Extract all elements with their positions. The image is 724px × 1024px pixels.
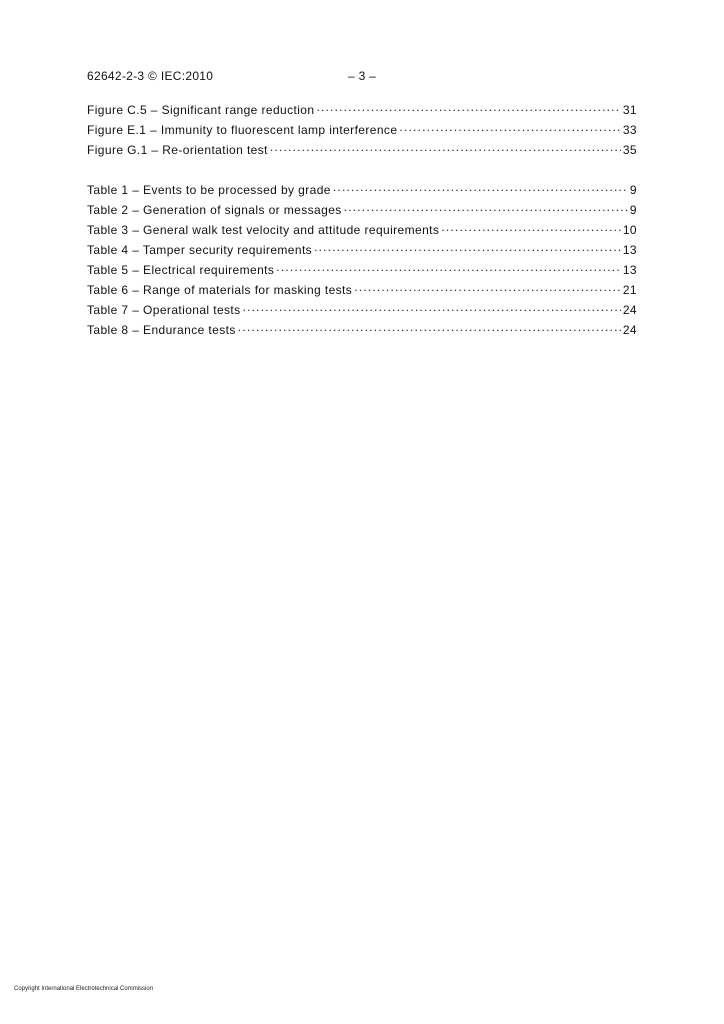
- toc-entry-page: 9: [629, 183, 637, 197]
- toc-entry-table-6[interactable]: [87, 282, 637, 302]
- toc-entry-title: Figure G.1 – Re-orientation test: [87, 143, 268, 157]
- toc-entry-title: Figure C.5 – Significant range reduction: [87, 103, 315, 117]
- dot-leader: [270, 142, 621, 154]
- toc-entry-page: 24: [622, 303, 637, 317]
- dot-leader: [316, 102, 620, 114]
- document-identifier: 62642-2-3 © IEC:2010: [87, 69, 214, 83]
- toc-entry-page: 21: [622, 283, 637, 297]
- toc-entry-page: 31: [622, 103, 637, 117]
- toc-entry-table-2[interactable]: [87, 202, 637, 222]
- toc-entry-page: 24: [622, 323, 637, 337]
- page-number: – 3 –: [348, 69, 377, 83]
- toc-entry-page: 35: [622, 143, 637, 157]
- toc-entry-table-1[interactable]: [87, 182, 637, 202]
- toc-entry-table-4[interactable]: [87, 242, 637, 262]
- toc-entry-table-7[interactable]: [87, 302, 637, 322]
- dot-leader: [238, 322, 621, 334]
- page-header: [87, 69, 637, 85]
- copyright-notice: Copyright International Electrotechnical Commission: [14, 986, 154, 992]
- dot-leader: [344, 202, 628, 214]
- dot-leader: [354, 282, 621, 294]
- toc-entry-title: Table 4 – Tamper security requirements: [87, 243, 313, 257]
- dot-leader: [314, 242, 621, 254]
- toc-entry-title: Table 1 – Events to be processed by grade: [87, 183, 331, 197]
- list-of-tables: [87, 182, 637, 342]
- toc-entry-page: 33: [622, 123, 637, 137]
- toc-entry-title: Table 3 – General walk test velocity and attitude requirements: [87, 223, 440, 237]
- dot-leader: [276, 262, 621, 274]
- toc-entry-page: 13: [622, 263, 637, 277]
- toc-entry-title: Table 8 – Endurance tests: [87, 323, 236, 337]
- toc-entry-title: Table 5 – Electrical requirements: [87, 263, 275, 277]
- toc-entry-figure-g1[interactable]: [87, 142, 637, 162]
- list-of-figures: [87, 102, 637, 162]
- toc-entry-page: 13: [622, 243, 637, 257]
- toc-entry-title: Table 2 – Generation of signals or messages: [87, 203, 342, 217]
- toc-entry-page: 10: [622, 223, 637, 237]
- toc-entry-table-8[interactable]: [87, 322, 637, 342]
- toc-entry-title: Table 6 – Range of materials for masking tests: [87, 283, 353, 297]
- dot-leader: [243, 302, 621, 314]
- toc-entry-table-3[interactable]: [87, 222, 637, 242]
- toc-entry-figure-c5[interactable]: [87, 102, 637, 122]
- dot-leader: [441, 222, 621, 234]
- toc-entry-table-5[interactable]: [87, 262, 637, 282]
- toc-entry-title: Figure E.1 – Immunity to fluorescent lamp interference: [87, 123, 398, 137]
- toc-entry-page: 9: [629, 203, 637, 217]
- dot-leader: [399, 122, 620, 134]
- toc-entry-figure-e1[interactable]: [87, 122, 637, 142]
- dot-leader: [333, 182, 628, 194]
- toc-entry-title: Table 7 – Operational tests: [87, 303, 241, 317]
